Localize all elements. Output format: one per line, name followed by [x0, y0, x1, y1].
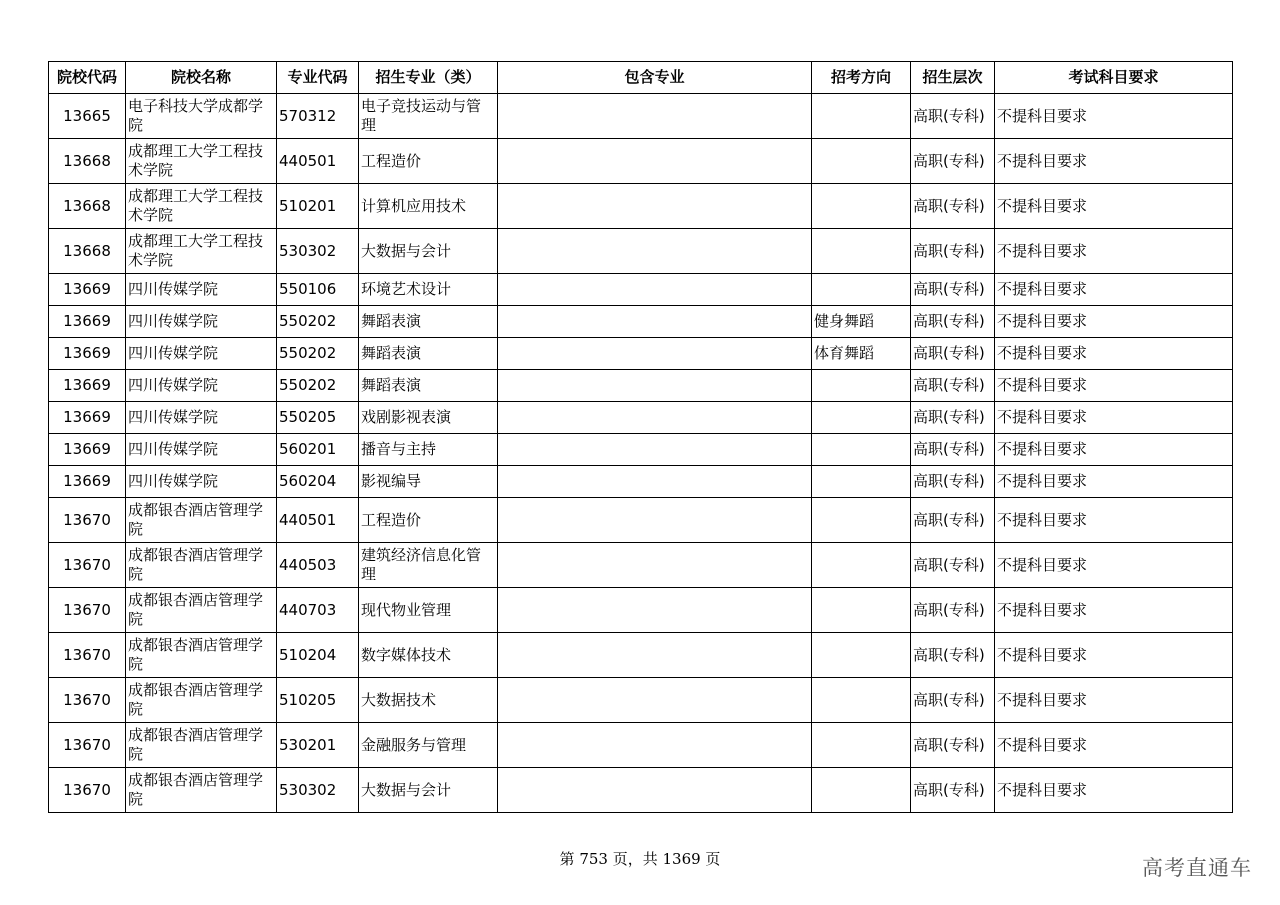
cell-school-name: 成都银杏酒店管理学院	[126, 543, 277, 588]
cell-school-name: 四川传媒学院	[126, 338, 277, 370]
cell-major: 金融服务与管理	[359, 723, 498, 768]
cell-included-majors	[498, 184, 812, 229]
cell-direction	[812, 402, 911, 434]
cell-included-majors	[498, 543, 812, 588]
cell-school-name: 成都银杏酒店管理学院	[126, 678, 277, 723]
cell-direction: 健身舞蹈	[812, 306, 911, 338]
cell-direction	[812, 139, 911, 184]
cell-major-code: 550202	[277, 338, 359, 370]
header-school-name: 院校名称	[126, 62, 277, 94]
cell-school-name: 成都理工大学工程技术学院	[126, 184, 277, 229]
table-header-row	[49, 62, 1233, 94]
cell-major-code: 510205	[277, 678, 359, 723]
table-row	[49, 274, 1233, 306]
cell-requirement: 不提科目要求	[995, 434, 1233, 466]
cell-direction	[812, 678, 911, 723]
cell-level: 高职(专科)	[911, 723, 995, 768]
cell-major-code: 510201	[277, 184, 359, 229]
cell-requirement: 不提科目要求	[995, 338, 1233, 370]
cell-direction	[812, 274, 911, 306]
cell-included-majors	[498, 274, 812, 306]
cell-included-majors	[498, 402, 812, 434]
cell-level: 高职(专科)	[911, 370, 995, 402]
cell-level: 高职(专科)	[911, 184, 995, 229]
cell-requirement: 不提科目要求	[995, 274, 1233, 306]
cell-school-name: 成都银杏酒店管理学院	[126, 633, 277, 678]
cell-level: 高职(专科)	[911, 402, 995, 434]
cell-direction	[812, 723, 911, 768]
cell-major: 大数据与会计	[359, 768, 498, 813]
cell-major-code: 440503	[277, 543, 359, 588]
cell-major: 大数据与会计	[359, 229, 498, 274]
cell-level: 高职(专科)	[911, 94, 995, 139]
cell-level: 高职(专科)	[911, 338, 995, 370]
cell-included-majors	[498, 466, 812, 498]
cell-school-code: 13669	[49, 306, 126, 338]
cell-included-majors	[498, 370, 812, 402]
cell-level: 高职(专科)	[911, 139, 995, 184]
header-level: 招生层次	[911, 62, 995, 94]
cell-included-majors	[498, 498, 812, 543]
cell-level: 高职(专科)	[911, 633, 995, 678]
cell-major: 数字媒体技术	[359, 633, 498, 678]
cell-direction	[812, 370, 911, 402]
cell-school-code: 13669	[49, 402, 126, 434]
cell-school-code: 13668	[49, 229, 126, 274]
cell-direction	[812, 184, 911, 229]
cell-school-name: 成都银杏酒店管理学院	[126, 768, 277, 813]
cell-major: 环境艺术设计	[359, 274, 498, 306]
cell-major: 播音与主持	[359, 434, 498, 466]
cell-requirement: 不提科目要求	[995, 543, 1233, 588]
cell-school-code: 13670	[49, 498, 126, 543]
cell-school-code: 13669	[49, 338, 126, 370]
table-row	[49, 184, 1233, 229]
cell-level: 高职(专科)	[911, 434, 995, 466]
cell-major: 影视编导	[359, 466, 498, 498]
cell-direction	[812, 498, 911, 543]
cell-requirement: 不提科目要求	[995, 466, 1233, 498]
cell-major: 戏剧影视表演	[359, 402, 498, 434]
cell-school-code: 13670	[49, 723, 126, 768]
table-row	[49, 466, 1233, 498]
cell-major-code: 550202	[277, 306, 359, 338]
cell-school-name: 四川传媒学院	[126, 370, 277, 402]
cell-included-majors	[498, 434, 812, 466]
table-row	[49, 139, 1233, 184]
cell-major-code: 440703	[277, 588, 359, 633]
cell-included-majors	[498, 306, 812, 338]
cell-included-majors	[498, 94, 812, 139]
cell-level: 高职(专科)	[911, 498, 995, 543]
table-row	[49, 434, 1233, 466]
cell-school-code: 13669	[49, 434, 126, 466]
cell-direction	[812, 633, 911, 678]
cell-major: 电子竞技运动与管理	[359, 94, 498, 139]
cell-requirement: 不提科目要求	[995, 402, 1233, 434]
header-direction: 招考方向	[812, 62, 911, 94]
cell-major-code: 440501	[277, 498, 359, 543]
table-row	[49, 306, 1233, 338]
cell-major-code: 530302	[277, 229, 359, 274]
cell-requirement: 不提科目要求	[995, 184, 1233, 229]
cell-direction	[812, 94, 911, 139]
cell-school-name: 四川传媒学院	[126, 402, 277, 434]
cell-level: 高职(专科)	[911, 543, 995, 588]
table-row	[49, 338, 1233, 370]
cell-school-code: 13668	[49, 184, 126, 229]
watermark-text: 高考直通车	[1142, 856, 1252, 880]
table-row	[49, 543, 1233, 588]
cell-requirement: 不提科目要求	[995, 678, 1233, 723]
cell-included-majors	[498, 723, 812, 768]
cell-school-name: 成都理工大学工程技术学院	[126, 229, 277, 274]
cell-major-code: 550106	[277, 274, 359, 306]
table-row	[49, 768, 1233, 813]
cell-school-code: 13669	[49, 466, 126, 498]
cell-requirement: 不提科目要求	[995, 588, 1233, 633]
cell-direction	[812, 588, 911, 633]
cell-school-name: 成都理工大学工程技术学院	[126, 139, 277, 184]
cell-major-code: 570312	[277, 94, 359, 139]
cell-school-code: 13670	[49, 543, 126, 588]
cell-major-code: 440501	[277, 139, 359, 184]
cell-major-code: 510204	[277, 633, 359, 678]
cell-requirement: 不提科目要求	[995, 633, 1233, 678]
cell-level: 高职(专科)	[911, 768, 995, 813]
admission-table-container	[48, 61, 1232, 813]
cell-major-code: 560201	[277, 434, 359, 466]
cell-included-majors	[498, 139, 812, 184]
header-requirement: 考试科目要求	[995, 62, 1233, 94]
cell-school-code: 13670	[49, 768, 126, 813]
cell-major: 舞蹈表演	[359, 306, 498, 338]
cell-school-name: 成都银杏酒店管理学院	[126, 588, 277, 633]
cell-major-code: 530302	[277, 768, 359, 813]
cell-school-code: 13668	[49, 139, 126, 184]
cell-requirement: 不提科目要求	[995, 94, 1233, 139]
cell-requirement: 不提科目要求	[995, 306, 1233, 338]
cell-requirement: 不提科目要求	[995, 768, 1233, 813]
header-included-majors: 包含专业	[498, 62, 812, 94]
cell-major: 计算机应用技术	[359, 184, 498, 229]
table-row	[49, 370, 1233, 402]
cell-major-code: 530201	[277, 723, 359, 768]
cell-level: 高职(专科)	[911, 274, 995, 306]
table-row	[49, 723, 1233, 768]
cell-school-name: 四川传媒学院	[126, 434, 277, 466]
admission-table	[48, 61, 1233, 813]
cell-major: 舞蹈表演	[359, 370, 498, 402]
cell-school-code: 13670	[49, 678, 126, 723]
table-row	[49, 498, 1233, 543]
cell-direction	[812, 466, 911, 498]
cell-major: 大数据技术	[359, 678, 498, 723]
cell-level: 高职(专科)	[911, 306, 995, 338]
cell-school-code: 13665	[49, 94, 126, 139]
cell-school-code: 13669	[49, 274, 126, 306]
cell-school-name: 成都银杏酒店管理学院	[126, 498, 277, 543]
cell-level: 高职(专科)	[911, 466, 995, 498]
cell-major: 建筑经济信息化管理	[359, 543, 498, 588]
cell-level: 高职(专科)	[911, 588, 995, 633]
cell-requirement: 不提科目要求	[995, 229, 1233, 274]
table-row	[49, 402, 1233, 434]
cell-school-name: 四川传媒学院	[126, 274, 277, 306]
cell-direction	[812, 768, 911, 813]
cell-school-code: 13670	[49, 633, 126, 678]
cell-major: 工程造价	[359, 498, 498, 543]
table-row	[49, 678, 1233, 723]
cell-included-majors	[498, 633, 812, 678]
table-row	[49, 633, 1233, 678]
header-school-code: 院校代码	[49, 62, 126, 94]
cell-direction	[812, 543, 911, 588]
table-row	[49, 229, 1233, 274]
cell-requirement: 不提科目要求	[995, 723, 1233, 768]
cell-major-code: 560204	[277, 466, 359, 498]
cell-direction	[812, 229, 911, 274]
cell-school-code: 13670	[49, 588, 126, 633]
table-row	[49, 94, 1233, 139]
cell-included-majors	[498, 768, 812, 813]
cell-school-name: 电子科技大学成都学院	[126, 94, 277, 139]
cell-school-name: 四川传媒学院	[126, 466, 277, 498]
cell-major: 现代物业管理	[359, 588, 498, 633]
cell-level: 高职(专科)	[911, 678, 995, 723]
cell-requirement: 不提科目要求	[995, 498, 1233, 543]
cell-requirement: 不提科目要求	[995, 139, 1233, 184]
cell-included-majors	[498, 229, 812, 274]
cell-included-majors	[498, 588, 812, 633]
header-major: 招生专业（类）	[359, 62, 498, 94]
cell-major: 舞蹈表演	[359, 338, 498, 370]
header-major-code: 专业代码	[277, 62, 359, 94]
cell-included-majors	[498, 338, 812, 370]
cell-direction: 体育舞蹈	[812, 338, 911, 370]
cell-major: 工程造价	[359, 139, 498, 184]
cell-direction	[812, 434, 911, 466]
cell-school-name: 四川传媒学院	[126, 306, 277, 338]
cell-level: 高职(专科)	[911, 229, 995, 274]
cell-requirement: 不提科目要求	[995, 370, 1233, 402]
cell-major-code: 550202	[277, 370, 359, 402]
cell-major-code: 550205	[277, 402, 359, 434]
page-number: 第 753 页，共 1369 页	[559, 850, 721, 868]
cell-school-name: 成都银杏酒店管理学院	[126, 723, 277, 768]
cell-school-code: 13669	[49, 370, 126, 402]
cell-included-majors	[498, 678, 812, 723]
table-row	[49, 588, 1233, 633]
table-body	[49, 94, 1233, 813]
